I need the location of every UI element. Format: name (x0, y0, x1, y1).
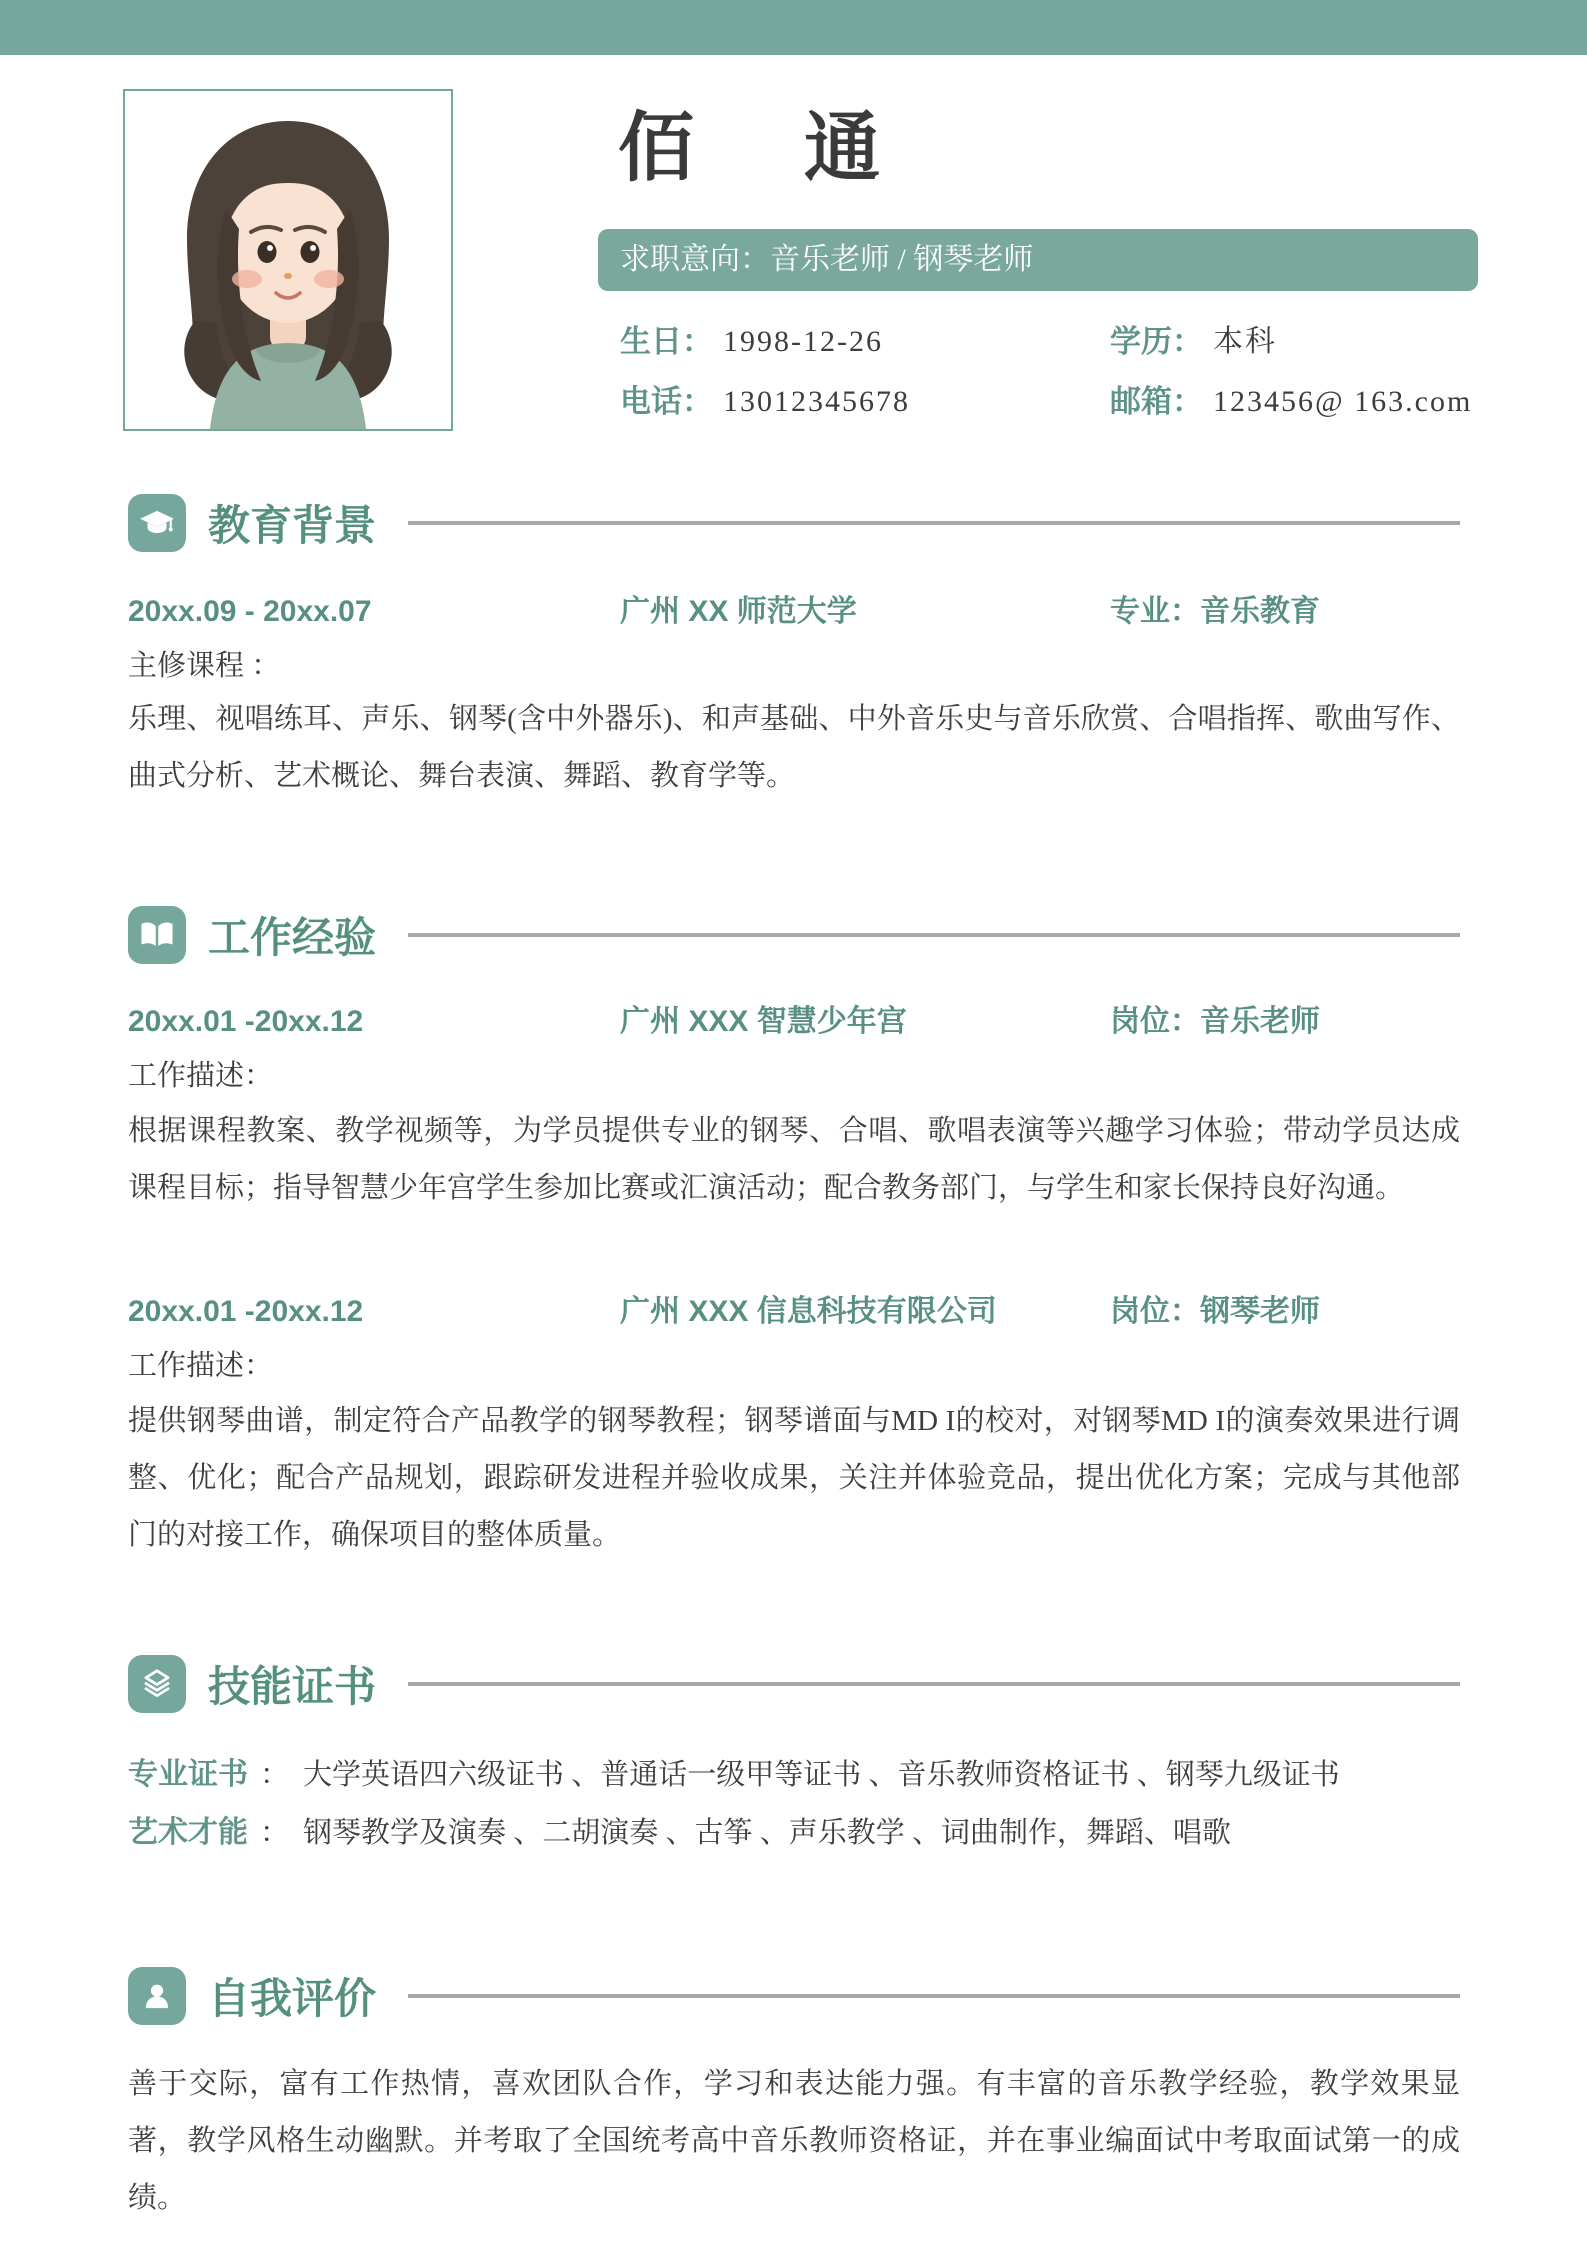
job1-position: 岗位：音乐老师 (1110, 1005, 1320, 1038)
layers-icon (128, 1655, 186, 1713)
job-entry-row (128, 1291, 1460, 1333)
info-row (620, 320, 1480, 364)
job-objective-text: 求职意向：音乐老师 / 钢琴老师 (620, 243, 1034, 276)
degree-field (1110, 320, 1277, 364)
section-divider-line (408, 521, 1460, 525)
colon-separator: ： (260, 1817, 290, 1849)
birth-label: 生日： (620, 324, 713, 359)
section-divider-line (408, 933, 1460, 937)
evaluation-text: 善于交际，富有工作热情，喜欢团队合作，学习和表达能力强。有丰富的音乐教学经验，教学效果显著，教学风格生动幽默。并考取了全国统考高中音乐教师资格证，并在事业编面试中考取面试第一的成绩。 (128, 2068, 1460, 2214)
education-school: 广州 XX 师范大学 (620, 595, 857, 628)
job1-company: 广州 XXX 智慧少年宫 (620, 1005, 907, 1038)
skill-row-certificates (128, 1754, 1460, 1796)
profile-photo (123, 89, 453, 431)
job1-desc-label: 工作描述： (128, 1060, 274, 1092)
skill-row-art-talents (128, 1812, 1460, 1854)
job-entry-row (128, 1001, 1460, 1043)
courses-text: 乐理、视唱练耳、声乐、钢琴(含中外器乐)、和声基础、中外音乐史与音乐欣赏、合唱指挥、歌曲写作、曲式分析、艺术概论、舞台表演、舞蹈、教育学等。 (128, 703, 1460, 792)
work-section-header (128, 905, 1460, 965)
job-objective-bar (598, 229, 1478, 291)
education-section-title: 教育背景 (208, 502, 377, 549)
person-icon (128, 1967, 186, 2025)
certificates-value: 大学英语四六级证书 、普通话一级甲等证书 、音乐教师资格证书 、钢琴九级证书 (303, 1759, 1340, 1791)
art-talents-label: 艺术才能 (128, 1816, 248, 1849)
avatar-illustration (125, 91, 451, 429)
birth-field (620, 320, 1110, 364)
job2-company: 广州 XXX 信息科技有限公司 (620, 1295, 997, 1328)
certificates-label: 专业证书 (128, 1758, 248, 1791)
section-self-evaluation (128, 1966, 1460, 2227)
job2-position: 岗位：钢琴老师 (1110, 1295, 1320, 1328)
job2-desc-text: 提供钢琴曲谱，制定符合产品教学的钢琴教程；钢琴谱面与MD I的校对，对钢琴MD I的演奏效果进行调整、优化；配合产品规划，跟踪研发进程并验收成果，关注并体验竞品，提出优化方案；完成与其他部门的对接工作，确保项目的整体质量。 (128, 1405, 1460, 1551)
phone-label: 电话： (620, 384, 713, 419)
evaluation-section-title: 自我评价 (208, 1975, 377, 2022)
education-major: 专业：音乐教育 (1110, 595, 1320, 628)
education-section-header (128, 493, 1460, 553)
info-row (620, 380, 1480, 424)
education-period: 20xx.09 - 20xx.07 (128, 595, 372, 628)
phone-field (620, 380, 1110, 424)
art-talents-value: 钢琴教学及演奏 、二胡演奏 、古筝 、声乐教学 、词曲制作，舞蹈、唱歌 (303, 1817, 1232, 1849)
degree-label: 学历： (1110, 324, 1203, 359)
job2-period: 20xx.01 -20xx.12 (128, 1295, 364, 1328)
resume-header (0, 55, 1587, 431)
candidate-name: 佰 通 (618, 106, 897, 191)
section-work-experience (128, 905, 1460, 1564)
phone-value: 13012345678 (723, 385, 910, 418)
degree-value: 本科 (1213, 325, 1277, 358)
job1-period: 20xx.01 -20xx.12 (128, 1005, 364, 1038)
education-entry-row (128, 591, 1460, 633)
resume-body (0, 493, 1587, 2227)
skills-section-title: 技能证书 (208, 1663, 377, 1710)
work-section-title: 工作经验 (208, 914, 377, 961)
birth-value: 1998-12-26 (723, 325, 883, 358)
email-field (1110, 380, 1472, 424)
basic-info (620, 320, 1480, 424)
top-accent-bar (0, 0, 1587, 55)
section-divider-line (408, 1994, 1460, 1998)
open-book-icon (128, 906, 186, 964)
section-education (128, 493, 1460, 805)
section-divider-line (408, 1682, 1460, 1686)
courses-label: 主修课程 ： (128, 650, 281, 682)
graduation-cap-icon (128, 494, 186, 552)
job1-desc-text: 根据课程教案、教学视频等，为学员提供专业的钢琴、合唱、歌唱表演等兴趣学习体验；带动学员达成课程目标；指导智慧少年宫学生参加比赛或汇演活动；配合教务部门，与学生和家长保持良好沟通。 (128, 1115, 1460, 1204)
section-skills (128, 1654, 1460, 1854)
evaluation-section-header (128, 1966, 1460, 2026)
skills-section-header (128, 1654, 1460, 1714)
colon-separator: ： (260, 1759, 290, 1791)
email-value: 123456@ 163.com (1213, 385, 1473, 418)
job2-desc-label: 工作描述： (128, 1350, 274, 1382)
email-label: 邮箱： (1110, 384, 1203, 419)
